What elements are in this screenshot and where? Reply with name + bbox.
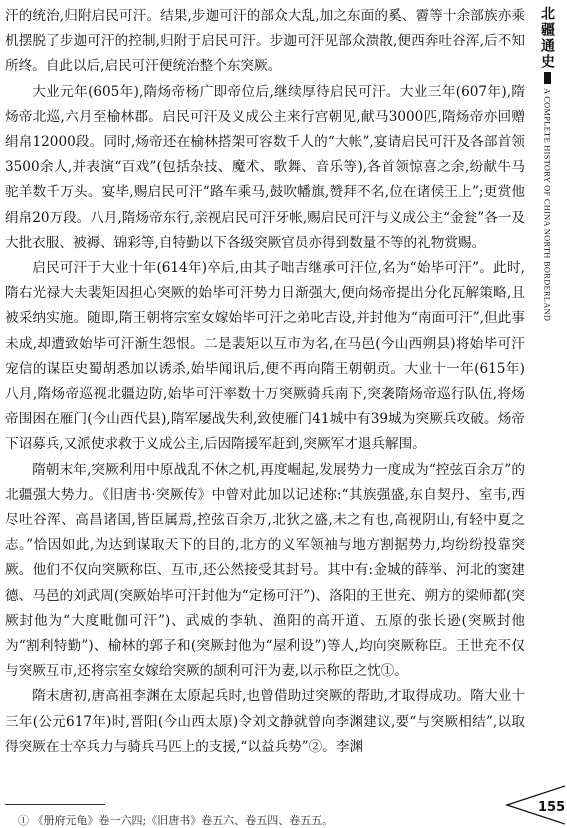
paragraph: 启民可汗于大业十年(614年)卒后,由其子咄吉继承可汗位,名为“始毕可汗”。此时,隋右光禄大夫裴矩因担心突厥的始毕可汗势力日渐强大,便向炀帝提出分化瓦解策略,且被采纳实施。随即,隋王朝将宗室女嫁始毕可汗之弟叱吉设,并封他为“南面可汗”,但此事未成,却遭致始毕可汗渐生怨恨。二是裴矩以互市为名,在马邑(今山西朔县)将始毕可汗宠信的谋臣史蜀胡悉加以诱杀,始毕闻讯后,便不再向隋王朝朝贡。大业十一年(615年)八月,隋炀帝巡视北疆边防,始毕可汗率数十万突厥骑兵南下,突袭隋炀帝巡行队伍,将炀帝围困在雁门(今山西代县),隋军屡战失利,致使雁门41城中有39城为突厥兵攻破。炀帝下诏募兵,又派使求救于义成公主,后因隋援军赶到,突厥军才退兵解围。 [5,260,525,453]
running-title-english: A COMPLETE HISTORY OF CHINA NORTH BORDERLAND [542,88,552,322]
paragraph: 隋末唐初,唐高祖李渊在太原起兵时,也曾借助过突厥的帮助,才取得成功。隋大业十三年(公元617年)时,晋阳(今山西太原)令刘文静就曾向李渊建议,要“与突厥相结”,以取得突厥在士卒兵力与骑兵马匹上的支援,“以益兵势”②。李渊 [5,688,525,755]
title-bar-mark [544,72,551,84]
footnote-divider [5,804,105,805]
main-text [5,4,525,760]
page-number: 155 [538,800,566,815]
paragraph: 隋朝末年,突厥利用中原战乱不休之机,再度崛起,发展势力一度成为“控弦百余万”的北疆强大势力。《旧唐书·突厥传》中曾对此加以记述称:“其族强盛,东自契丹、室韦,西尽吐谷浑、高昌诸国,皆臣属焉,控弦百余万,北狄之盛,未之有也,高视阴山,有轻中夏之志。”恰因如此,为达到谋取天下的目的,北方的义军领袖与地方割据势力,均纷纷投靠突厥。他们不仅向突厥称臣、互市,还公然接受其封号。其中有:金城的薛举、河北的窦建德、马邑的刘武周(突厥始毕可汗封他为“定杨可汗”)、洛阳的王世充、朔方的梁师都(突厥封他为“大度毗伽可汗”)、武威的李轨、渔阳的高开道、五原的张长逊(突厥封他为“割利特勤”)、榆林的郭子和(突厥封他为“屋利设”)等人,均向突厥称臣。王世充不仅与突厥互市,还将宗室女嫁给突厥的颉利可汗为妻,以示称臣之忱①。 [5,461,525,680]
footnote: ① 《册府元龟》卷一六四;《旧唐书》卷五六、卷五四、卷五五。 [18,814,334,827]
paragraph: 大业元年(605年),隋炀帝杨广即帝位后,继续厚待启民可汗。大业三年(607年),隋炀帝北巡,六月至榆林郡。启民可汗及义成公主来行宫朝见,献马3000匹,隋炀帝亦回赠绢帛12000段。同时,炀帝还在榆林搭架可容数千人的“大帐”,宴请启民可汗及各部首领3500余人,并表演“百戏”(包括杂技、魔术、歌舞、音乐等),各首领惊喜之余,纷献牛马驼羊数千万头。宴毕,赐启民可汗“路车乘马,鼓吹幡旗,赞拜不名,位在诸侯王上”;更赏他绢帛20万段。八月,隋炀帝东行,亲视启民可汗牙帐,赐启民可汗与义成公主“金瓮”各一及大批衣服、被褥、锦彩等,自特勤以下各级突厥官员亦得到数量不等的礼物赏赐。 [5,83,525,251]
running-title [534,6,560,321]
running-title-chinese: 北疆通史 [539,6,555,70]
paragraph: 汗的统治,归附启民可汗。结果,步迦可汗的部众大乱,加之东面的奚、霫等十余部族亦乘机摆脱了步迦可汗的控制,归附于启民可汗。步迦可汗见部众溃散,便西奔吐谷浑,后不知所终。自此以后,启民可汗便统治整个东突厥。 [5,8,525,75]
